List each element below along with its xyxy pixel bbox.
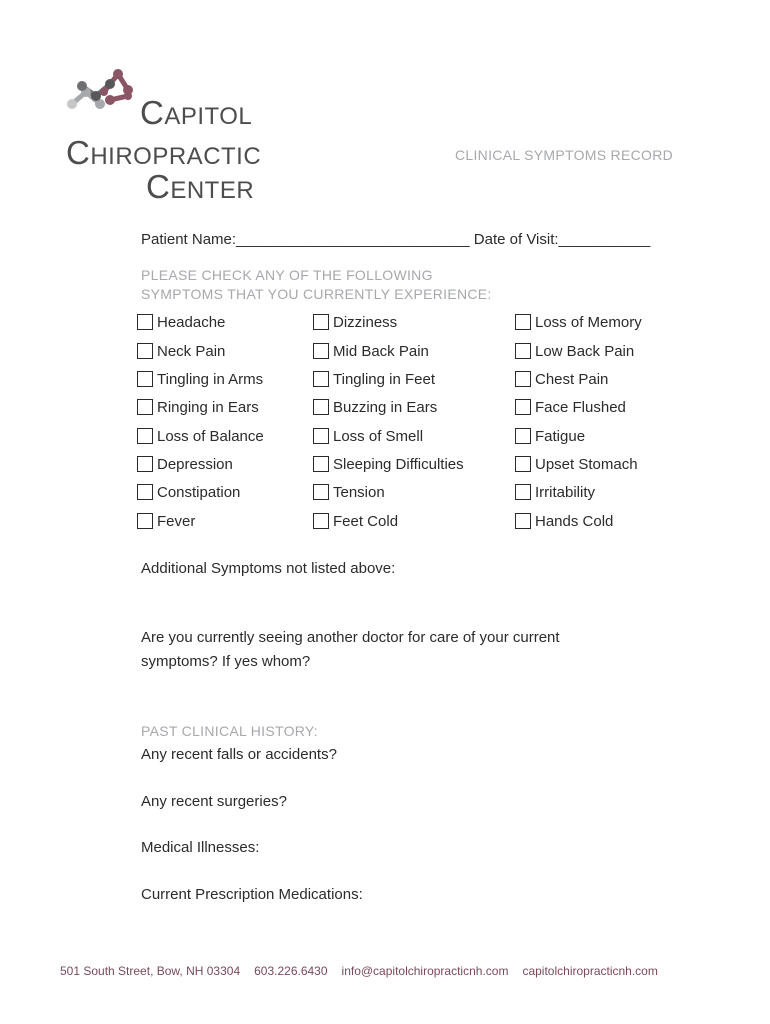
checkbox[interactable]	[313, 513, 329, 529]
document-title: CLINICAL SYMPTOMS RECORD	[455, 147, 674, 163]
checkbox[interactable]	[137, 399, 153, 415]
checkbox[interactable]	[137, 428, 153, 444]
symptom-checkbox-mid-back-pain[interactable]: Mid Back Pain	[313, 341, 429, 361]
symptom-checkbox-fatigue[interactable]: Fatigue	[515, 426, 585, 446]
symptom-checkbox-loss-of-memory[interactable]: Loss of Memory	[515, 312, 642, 332]
logo-text-center: CENTER	[146, 168, 255, 205]
symptom-checkbox-headache[interactable]: Headache	[137, 312, 225, 332]
checkbox[interactable]	[313, 456, 329, 472]
footer-website[interactable]: capitolchiropracticnh.com	[522, 964, 658, 978]
symptom-checkbox-irritability[interactable]: Irritability	[515, 482, 595, 502]
symptom-checkbox-low-back-pain[interactable]: Low Back Pain	[515, 341, 634, 361]
falls-question: Any recent falls or accidents?	[141, 746, 337, 763]
symptom-checkbox-loss-of-balance[interactable]: Loss of Balance	[137, 426, 264, 446]
checkbox[interactable]	[313, 343, 329, 359]
footer-email[interactable]: info@capitolchiropracticnh.com	[341, 964, 509, 978]
symptom-checkbox-loss-of-smell[interactable]: Loss of Smell	[313, 426, 423, 446]
symptom-checkbox-tingling-arms[interactable]: Tingling in Arms	[137, 369, 263, 389]
medications-question: Current Prescription Medications:	[141, 886, 363, 903]
checkbox[interactable]	[137, 456, 153, 472]
molecule-logo-icon	[62, 66, 142, 116]
checkbox[interactable]	[137, 371, 153, 387]
checkbox[interactable]	[313, 371, 329, 387]
footer-phone: 603.226.6430	[254, 964, 328, 978]
symptom-checkbox-tingling-feet[interactable]: Tingling in Feet	[313, 369, 435, 389]
illnesses-question: Medical Illnesses:	[141, 839, 260, 856]
checkbox[interactable]	[515, 399, 531, 415]
symptom-checkbox-neck-pain[interactable]: Neck Pain	[137, 341, 225, 361]
checkbox[interactable]	[313, 484, 329, 500]
other-doctor-question: Are you currently seeing another doctor for care of your current symptoms? If yes whom?	[141, 629, 560, 670]
checkbox[interactable]	[313, 428, 329, 444]
checkbox[interactable]	[313, 399, 329, 415]
checkbox[interactable]	[515, 513, 531, 529]
surgeries-question: Any recent surgeries?	[141, 793, 287, 810]
symptom-checkbox-feet-cold[interactable]: Feet Cold	[313, 511, 398, 531]
past-history-heading: PAST CLINICAL HISTORY:	[141, 723, 318, 739]
checkbox[interactable]	[137, 314, 153, 330]
checkbox[interactable]	[515, 371, 531, 387]
checkbox[interactable]	[515, 314, 531, 330]
checkbox[interactable]	[137, 484, 153, 500]
checkbox[interactable]	[515, 456, 531, 472]
symptom-checkbox-hands-cold[interactable]: Hands Cold	[515, 511, 613, 531]
checkbox[interactable]	[137, 343, 153, 359]
symptom-checkbox-sleeping-difficulties[interactable]: Sleeping Difficulties	[313, 454, 464, 474]
checkbox[interactable]	[515, 343, 531, 359]
symptom-checkbox-face-flushed[interactable]: Face Flushed	[515, 397, 626, 417]
symptom-checkbox-depression[interactable]: Depression	[137, 454, 233, 474]
symptom-checkbox-chest-pain[interactable]: Chest Pain	[515, 369, 608, 389]
checkbox[interactable]	[515, 428, 531, 444]
footer	[60, 964, 720, 978]
symptom-checkbox-tension[interactable]: Tension	[313, 482, 385, 502]
symptom-checkbox-ringing-ears[interactable]: Ringing in Ears	[137, 397, 259, 417]
checkbox[interactable]	[313, 314, 329, 330]
symptom-checkbox-constipation[interactable]: Constipation	[137, 482, 240, 502]
symptom-checkbox-dizziness[interactable]: Dizziness	[313, 312, 397, 332]
logo-text-chiropractic: CHIROPRACTIC	[66, 134, 262, 171]
checkbox[interactable]	[137, 513, 153, 529]
additional-symptoms-question: Additional Symptoms not listed above:	[141, 560, 396, 577]
checkbox[interactable]	[515, 484, 531, 500]
symptom-checkbox-fever[interactable]: Fever	[137, 511, 195, 531]
clinic-logo	[62, 66, 262, 206]
patient-name-date-field[interactable]: Patient Name:____________________________ Date of Visit:___________	[141, 231, 651, 248]
symptom-checkbox-upset-stomach[interactable]: Upset Stomach	[515, 454, 638, 474]
footer-address: 501 South Street, Bow, NH 03304	[60, 964, 241, 978]
logo-text-capitol: CAPITOL	[140, 94, 253, 131]
symptom-checkbox-buzzing-ears[interactable]: Buzzing in Ears	[313, 397, 437, 417]
symptoms-heading: PLEASE CHECK ANY OF THE FOLLOWING SYMPTOMS THAT YOU CURRENTLY EXPERIENCE:	[141, 267, 492, 302]
